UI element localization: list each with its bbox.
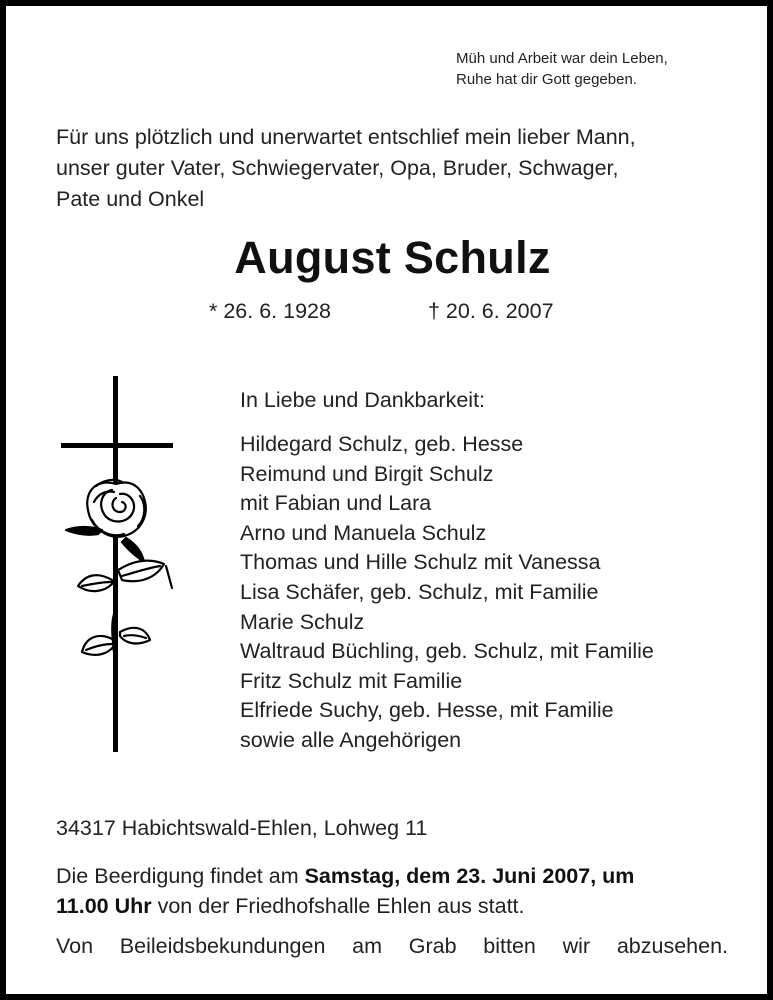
funeral-notice (56, 861, 736, 921)
motto-line-2: Ruhe hat dir Gott gegeben. (456, 71, 637, 88)
death-date: † 20. 6. 2007 (428, 299, 554, 323)
intro-line-2: unser guter Vater, Schwiegervater, Opa, Bruder, Schwager, (56, 156, 619, 180)
family-member: sowie alle Angehörigen (240, 727, 462, 752)
funeral-date: Samstag, dem 23. Juni 2007, um (304, 864, 635, 888)
intro-line-3: Pate und Onkel (56, 187, 205, 211)
cross-with-rose-icon (56, 374, 178, 756)
funeral-prefix: Die Beerdigung findet am (56, 864, 305, 888)
family-member: Hildegard Schulz, geb. Hesse (240, 432, 524, 456)
family-list (240, 430, 654, 756)
family-member: Marie Schulz (240, 609, 365, 634)
intro-line-1: Für uns plötzlich und unerwartet entschlief mein lieber Mann, (56, 125, 636, 149)
family-heading: In Liebe und Dankbarkeit: (240, 388, 486, 412)
family-member: Lisa Schäfer, geb. Schulz, mit Familie (240, 579, 599, 604)
family-member: Thomas und Hille Schulz mit Vanessa (240, 550, 601, 575)
family-member: Fritz Schulz mit Familie (240, 668, 463, 693)
deceased-name: August Schulz (234, 232, 551, 283)
family-member: mit Fabian und Lara (240, 491, 432, 516)
motto (456, 48, 668, 90)
family-member: Elfriede Suchy, geb. Hesse, mit Familie (240, 698, 614, 723)
condolence-note: Von Beileidsbekundungen am Grab bitten wir abzusehen. (56, 934, 728, 958)
intro-text (56, 122, 746, 215)
funeral-time: 11.00 Uhr (56, 894, 152, 918)
rose-icon (66, 480, 172, 704)
motto-line-1: Müh und Arbeit war dein Leben, (456, 50, 668, 67)
family-member: Reimund und Birgit Schulz (240, 461, 494, 486)
family-member: Waltraud Büchling, geb. Schulz, mit Familie (240, 639, 654, 664)
address: 34317 Habichtswald-Ehlen, Lohweg 11 (56, 816, 428, 840)
family-member: Arno und Manuela Schulz (240, 520, 487, 545)
birth-date: * 26. 6. 1928 (209, 299, 331, 323)
funeral-suffix: von der Friedhofshalle Ehlen aus statt. (151, 894, 525, 918)
